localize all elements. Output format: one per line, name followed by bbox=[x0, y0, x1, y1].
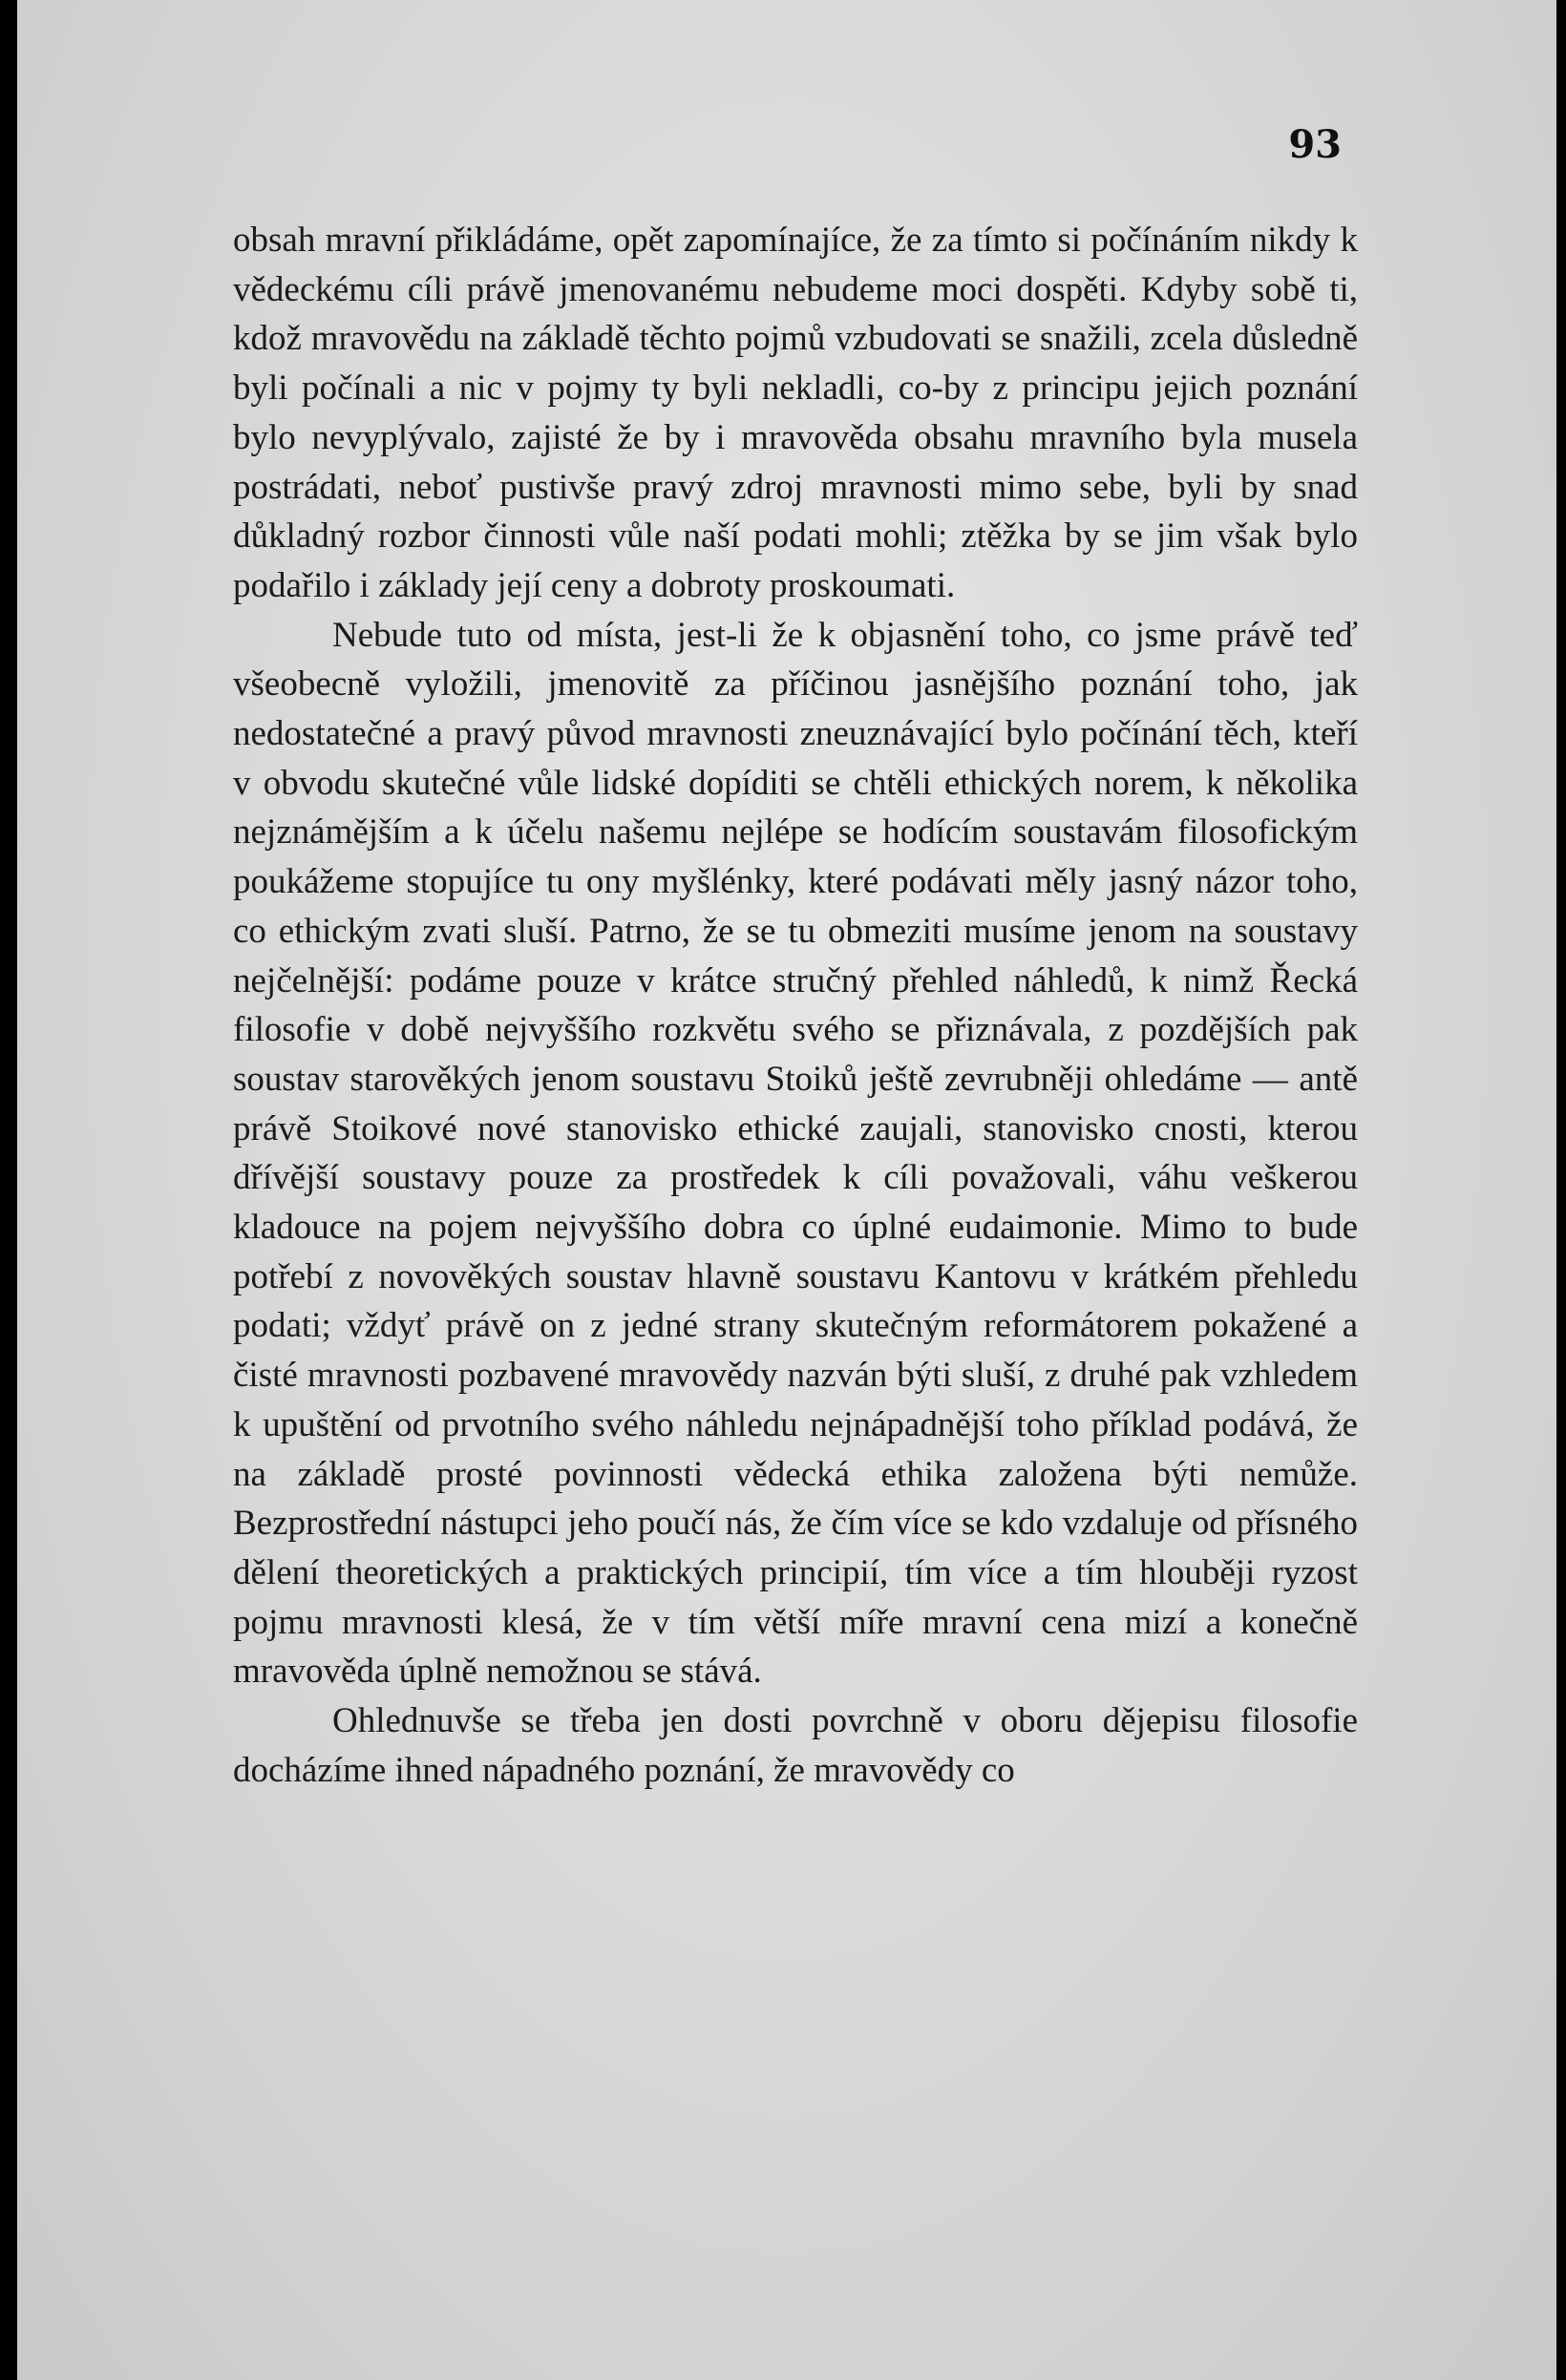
paragraph-1: obsah mravní přikládáme, opět zapomínajíce, že za tímto si počínáním nikdy k vědeckému cíli právě jmenovanému nebudeme moci dospěti. Kdyby sobě ti, kdož mravovědu na základě těchto pojmů vzbudovati se snažili, zcela důsledně byli počínali a nic v pojmy ty byli nekladli, co-by z principu jejich poznání bylo nevyplývalo, zajisté že by i mravověda obsahu mravního byla musela postrádati, neboť pustivše pravý zdroj mravnosti mimo sebe, byli by snad důkladný rozbor činnosti vůle naší podati mohli; ztěžka by se jim však bylo podařilo i základy její ceny a dobroty proskoumati. bbox=[233, 221, 1358, 605]
page-number: 93 bbox=[1288, 122, 1342, 167]
paragraph-3: Ohlednuvše se třeba jen dosti povrchně v oboru dějepisu filosofie docházíme ihned nápadného poznání, že mravovědy co bbox=[233, 1701, 1358, 1790]
body-text bbox=[233, 216, 1358, 1796]
book-page bbox=[17, 0, 1556, 2380]
paragraph-2: Nebude tuto od místa, jest-li že k objasnění toho, co jsme právě teď všeobecně vyložili, jmenovitě za příčinou jasnějšího poznání toho, jak nedostatečné a pravý původ mravnosti zneuznávající bylo počínání těch, kteří v obvodu skutečné vůle lidské dopíditi se chtěli ethických norem, k několika nejznámějším a k účelu našemu nejlépe se hodícím soustavám filosofickým poukážeme stopujíce tu ony myšlénky, které podávati měly jasný názor toho, co ethickým zvati sluší. Patrno, že se tu obmeziti musíme jenom na soustavy nejčelnější: podáme pouze v krátce stručný přehled náhledů, k nimž Řecká filosofie v době nejvyššího rozkvětu svého se přiznávala, z pozdějších pak soustav starověkých jenom soustavu Stoiků ještě zevrubněji ohledáme — antě právě Stoikové nové stanovisko ethické zaujali, stanovisko cnosti, kterou dřívější soustavy pouze za prostředek k cíli považovali, váhu veškerou kladouce na pojem nejvyššího dobra co úplné eudaimonie. Mimo to bude potřebí z novověkých soustav hlavně soustavu Kantovu v krátkém přehledu podati; vždyť právě on z jedné strany skutečným reformátorem pokažené a čisté mravnosti pozbavené mravovědy nazván býti sluší, z druhé pak vzhledem k upuštění od prvotního svého náhledu nejnápadnější toho příklad podává, že na základě prosté povinnosti vědecká ethika založena býti nemůže. Bezprostřední nástupci jeho poučí nás, že čím více se kdo vzdaluje od přísného dělení theoretických a praktických principií, tím více a tím hlouběji ryzost pojmu mravnosti klesá, že v tím větší míře mravní cena mizí a konečně mravověda úplně nemožnou se stává. bbox=[233, 615, 1358, 1692]
